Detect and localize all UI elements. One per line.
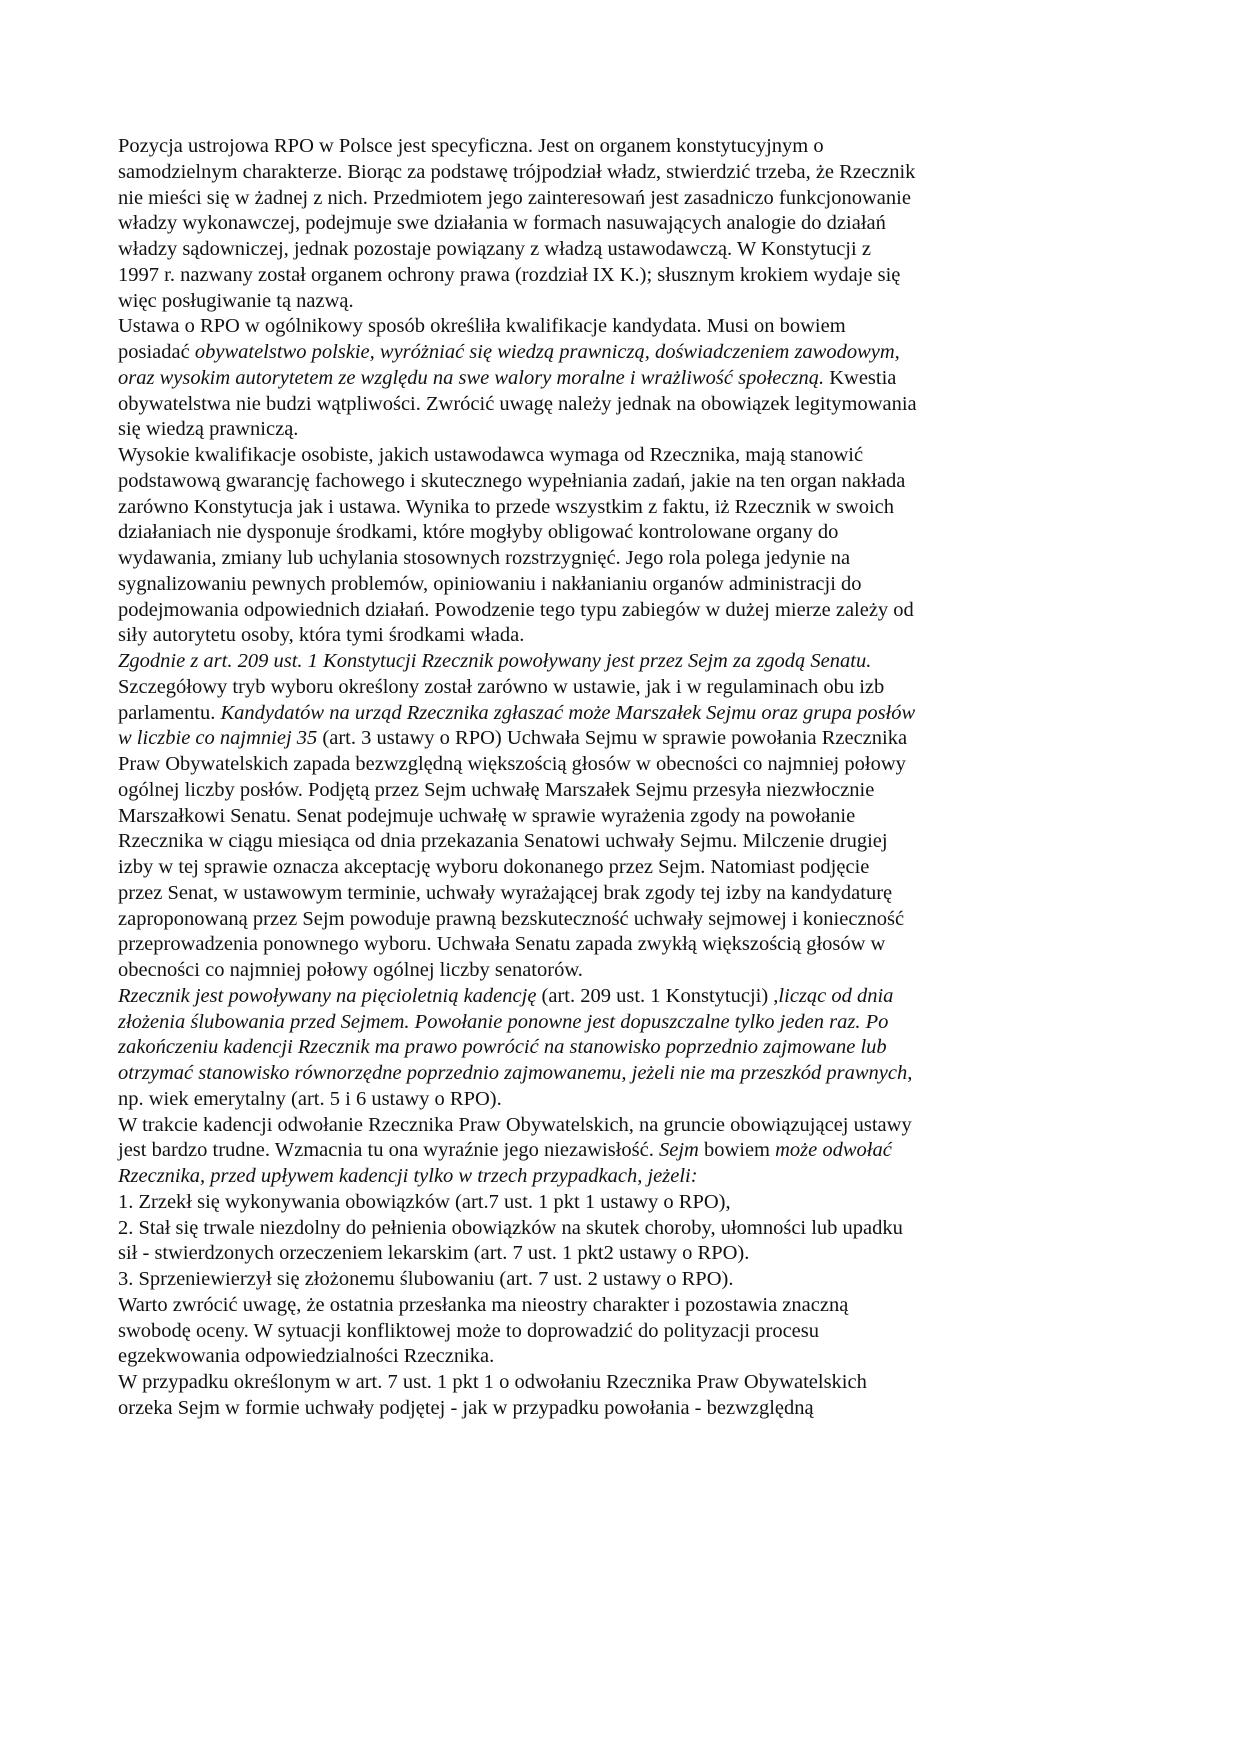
italic-text-run: złożenia ślubowania przed Sejmem. Powołanie ponowne jest dopuszczalne tylko jeden raz. Po — [118, 1010, 889, 1033]
text-run: parlamentu. — [118, 701, 221, 724]
text-run: działaniach nie dysponuje środkami, które mogłyby obligować kontrolowane organy do — [118, 521, 839, 544]
text-run: Rzecznika w ciągu miesiąca od dnia przekazania Senatowi uchwały Sejmu. Milczenie drugiej — [118, 830, 888, 853]
text-line — [118, 314, 1128, 340]
text-line — [118, 984, 1128, 1010]
text-line — [118, 1344, 1128, 1370]
text-run: nie mieści się w żadnej z nich. Przedmiotem jego zainteresowań jest zasadniczo funkcjonowanie — [118, 186, 911, 209]
text-line — [118, 598, 1128, 624]
text-line — [118, 1293, 1128, 1319]
text-run: ogólnej liczby posłów. Podjętą przez Sejm uchwałę Marszałek Sejmu przesyła niezwłocznie — [118, 778, 875, 801]
text-line — [118, 907, 1128, 933]
italic-text-run: Kandydatów na urząd Rzecznika zgłaszać może Marszałek Sejmu oraz grupa posłów — [220, 701, 916, 724]
text-line — [118, 572, 1128, 598]
text-line — [118, 443, 1128, 469]
text-line — [118, 675, 1128, 701]
text-run: 1. Zrzekł się wykonywania obowiązków (art.7 ust. 1 pkt 1 ustawy o RPO), — [118, 1190, 731, 1213]
text-run: 1997 r. nazwany został organem ochrony prawa (rozdział IX K.); słusznym krokiem wydaje się — [118, 263, 901, 286]
text-run: władzy wykonawczej, podejmuje swe działania w formach nasuwających analogie do działań — [118, 212, 886, 235]
text-run: przeprowadzenia ponownego wyboru. Uchwała Senatu zapada zwykłą większością głosów w — [118, 933, 886, 956]
text-run: bowiem — [698, 1139, 776, 1162]
text-line — [118, 829, 1128, 855]
text-run: więc posługiwanie tą nazwą. — [118, 289, 354, 312]
text-line — [118, 1216, 1128, 1242]
text-run: Marszałkowi Senatu. Senat podejmuje uchwałę w sprawie wyrażenia zgody na powołanie — [118, 804, 856, 827]
text-line — [118, 1138, 1128, 1164]
text-line — [118, 778, 1128, 804]
text-line — [118, 1396, 1128, 1422]
text-line — [118, 804, 1128, 830]
text-run: się wiedzą prawniczą. — [118, 418, 299, 441]
text-line — [118, 649, 1128, 675]
text-line — [118, 160, 1128, 186]
text-run: np. wiek emerytalny (art. 5 i 6 ustawy o RPO). — [118, 1087, 502, 1110]
text-line — [118, 392, 1128, 418]
text-run: sygnalizowaniu pewnych problemów, opiniowaniu i nakłanianiu organów administracji do — [118, 572, 862, 595]
text-run: Wysokie kwalifikacje osobiste, jakich ustawodawca wymaga od Rzecznika, mają stanowić — [118, 444, 864, 466]
italic-text-run: Zgodnie z art. 209 ust. 1 Konstytucji Rzecznik powoływany jest przez Sejm za zgodą Senatu. — [118, 650, 872, 672]
text-run: sił - stwierdzonych orzeczeniem lekarskim (art. 7 ust. 1 pkt2 ustawy o RPO). — [118, 1242, 750, 1265]
text-line — [118, 1370, 1128, 1396]
text-run: orzeka Sejm w formie uchwały podjętej - jak w przypadku powołania - bezwzględną — [118, 1396, 814, 1419]
text-line — [118, 340, 1128, 366]
text-line — [118, 1010, 1128, 1036]
text-line — [118, 1113, 1128, 1139]
text-run: obecności co najmniej połowy ogólnej liczby senatorów. — [118, 959, 583, 981]
text-run: podejmowania odpowiednich działań. Powodzenie tego typu zabiegów w dużej mierze zależy od — [118, 598, 914, 621]
text-run: Kwestia — [824, 366, 897, 389]
text-run: egzekwowania odpowiedzialności Rzecznika. — [118, 1345, 495, 1368]
text-line — [118, 469, 1128, 495]
text-run: przez Senat, w ustawowym terminie, uchwały wyrażającej brak zgody tej izby na kandydaturę — [118, 881, 893, 904]
text-line — [118, 1087, 1128, 1113]
text-run: W przypadku określonym w art. 7 ust. 1 pkt 1 o odwołaniu Rzecznika Praw Obywatelskich — [118, 1371, 867, 1393]
text-line — [118, 417, 1128, 443]
italic-text-run: Sejm — [658, 1139, 699, 1162]
text-line — [118, 263, 1128, 289]
text-run: podstawową gwarancję fachowego i skutecznego wypełniania zadań, jakie na ten organ nakłada — [118, 469, 906, 492]
text-line — [118, 623, 1128, 649]
text-run: posiadać — [118, 341, 195, 363]
text-line — [118, 881, 1128, 907]
text-line — [118, 726, 1128, 752]
text-run: zaproponowaną przez Sejm powoduje prawną bezskuteczność uchwały sejmowej i konieczność — [118, 907, 905, 930]
text-line — [118, 1190, 1128, 1216]
text-line — [118, 366, 1128, 392]
text-run: jest bardzo trudne. Wzmacnia tu ona wyraźnie jego niezawisłość. — [118, 1139, 659, 1162]
text-run: swobodę oceny. W sytuacji konfliktowej może to doprowadzić do polityzacji procesu — [118, 1319, 819, 1342]
italic-text-run: może odwołać — [775, 1139, 892, 1162]
text-run: Szczegółowy tryb wyboru określony został zarówno w ustawie, jak i w regulaminach obu izb — [118, 675, 885, 698]
text-run: W trakcie kadencji odwołanie Rzecznika Praw Obywatelskich, na gruncie obowiązującej ustawy — [118, 1113, 912, 1136]
text-line — [118, 134, 1128, 160]
text-line — [118, 1319, 1128, 1345]
text-line — [118, 1241, 1128, 1267]
text-run: (art. 3 ustawy o RPO) Uchwała Sejmu w sprawie powołania Rzecznika — [317, 727, 908, 750]
text-line — [118, 958, 1128, 984]
italic-text-run: zakończeniu kadencji Rzecznik ma prawo powrócić na stanowisko poprzednio zajmowane lub — [118, 1036, 887, 1059]
text-run: izby w tej sprawie oznacza akceptację wyboru dokonanego przez Sejm. Natomiast podjęcie — [118, 856, 870, 878]
text-run: władzy sądowniczej, jednak pozostaje powiązany z władzą ustawodawczą. W Konstytucji z — [118, 238, 871, 260]
text-run: Praw Obywatelskich zapada bezwzględną większością głosów w obecności co najmniej połowy — [118, 753, 906, 775]
text-run: (art. 209 ust. 1 Konstytucji) , — [536, 984, 779, 1007]
document-body-text — [118, 134, 1128, 1422]
text-run: samodzielnym charakterze. Biorąc za podstawę trójpodział władz, stwierdzić trzeba, że Rzecznik — [118, 160, 916, 183]
text-run: Ustawa o RPO w ogólnikowy sposób określiła kwalifikacje kandydata. Musi on bowiem — [118, 315, 846, 338]
text-line — [118, 1267, 1128, 1293]
text-line — [118, 1061, 1128, 1087]
text-line — [118, 546, 1128, 572]
italic-text-run: licząc od dnia — [778, 984, 894, 1007]
text-run: 2. Stał się trwale niezdolny do pełnienia obowiązków na skutek choroby, ułomności lub upadku — [118, 1216, 903, 1239]
text-run: obywatelstwa nie budzi wątpliwości. Zwrócić uwagę należy jednak na obowiązek legitymowania — [118, 392, 917, 415]
italic-text-run: Rzecznika, przed upływem kadencji tylko w trzech przypadkach, jeżeli: — [118, 1165, 698, 1187]
text-line — [118, 1164, 1128, 1190]
italic-text-run: Rzecznik jest powoływany na pięcioletnią kadencję — [118, 984, 537, 1007]
italic-text-run: oraz wysokim autorytetem ze względu na swe walory moralne i wrażliwość społeczną. — [118, 366, 825, 389]
italic-text-run: w liczbie co najmniej 35 — [118, 727, 318, 750]
italic-text-run: otrzymać stanowisko równorzędne poprzednio zajmowanemu, jeżeli nie ma przeszkód prawnych, — [118, 1062, 913, 1084]
text-run: siły autorytetu osoby, która tymi środkami włada. — [118, 624, 525, 647]
text-run: zarówno Konstytucja jak i ustawa. Wynika to przede wszystkim z faktu, iż Rzecznik w swoich — [118, 495, 895, 518]
text-run: Pozycja ustrojowa RPO w Polsce jest specyficzna. Jest on organem konstytucyjnym o — [118, 135, 824, 157]
text-line — [118, 855, 1128, 881]
text-line — [118, 1035, 1128, 1061]
text-line — [118, 701, 1128, 727]
text-line — [118, 186, 1128, 212]
italic-text-run: obywatelstwo polskie, wyróżniać się wiedzą prawniczą, doświadczeniem zawodowym, — [194, 341, 900, 363]
text-line — [118, 211, 1128, 237]
text-line — [118, 520, 1128, 546]
text-line — [118, 932, 1128, 958]
text-run: Warto zwrócić uwagę, że ostatnia przesłanka ma nieostry charakter i pozostawia znaczną — [118, 1293, 849, 1316]
text-run: 3. Sprzeniewierzył się złożonemu ślubowaniu (art. 7 ust. 2 ustawy o RPO). — [118, 1268, 734, 1290]
text-run: wydawania, zmiany lub uchylania stosownych rozstrzygnięć. Jego rola polega jedynie na — [118, 547, 851, 569]
text-line — [118, 289, 1128, 315]
text-line — [118, 752, 1128, 778]
text-line — [118, 237, 1128, 263]
text-line — [118, 495, 1128, 521]
